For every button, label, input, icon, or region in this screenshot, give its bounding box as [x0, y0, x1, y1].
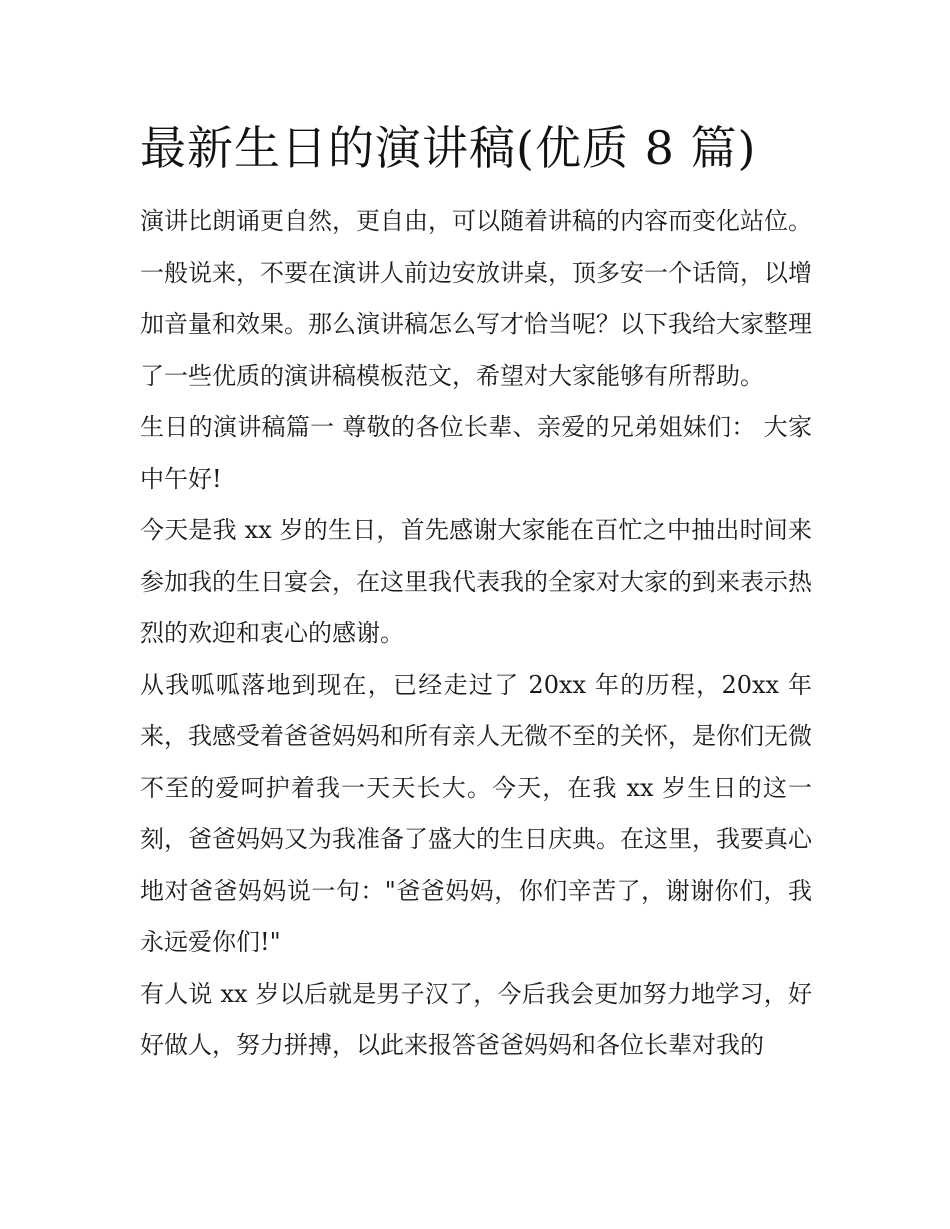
paragraph-thanks: 今天是我 xx 岁的生日，首先感谢大家能在百忙之中抽出时间来参加我的生日宴会，在这里我代表我的全家对大家的到来表示热烈的欢迎和衷心的感谢。 [140, 516, 812, 647]
paragraph-parents: 从我呱呱落地到现在，已经走过了 20xx 年的历程，20xx 年来，我感受着爸爸妈妈和所有亲人无微不至的关怀，是你们无微不至的爱呵护着我一天天长大。今天，在我 xx 岁生日的这一刻，爸爸妈妈又为我准备了盛大的生日庆典。在这里，我要真心地对爸爸妈妈说一句："爸爸妈妈，你们辛苦了，谢谢你们，我永远爱你们!" [140, 670, 812, 956]
paragraph-future: 有人说 xx 岁以后就是男子汉了，今后我会更加努力地学习，好好做人，努力拼搏，以此来报答爸爸妈妈和各位长辈对我的 [140, 979, 812, 1059]
document-title: 最新生日的演讲稿(优质 8 篇) [140, 121, 757, 175]
paragraph-intro: 演讲比朗诵更自然，更自由，可以随着讲稿的内容而变化站位。一般说来，不要在演讲人前边安放讲桌，顶多安一个话筒，以增加音量和效果。那么演讲稿怎么写才恰当呢？以下我给大家整理了一些优质的演讲稿模板范文，希望对大家能够有所帮助。 [140, 207, 812, 390]
document-body [140, 196, 812, 1072]
paragraph-greeting: 生日的演讲稿篇一 尊敬的各位长辈、亲爱的兄弟姐妹们： 大家中午好! [140, 413, 812, 493]
